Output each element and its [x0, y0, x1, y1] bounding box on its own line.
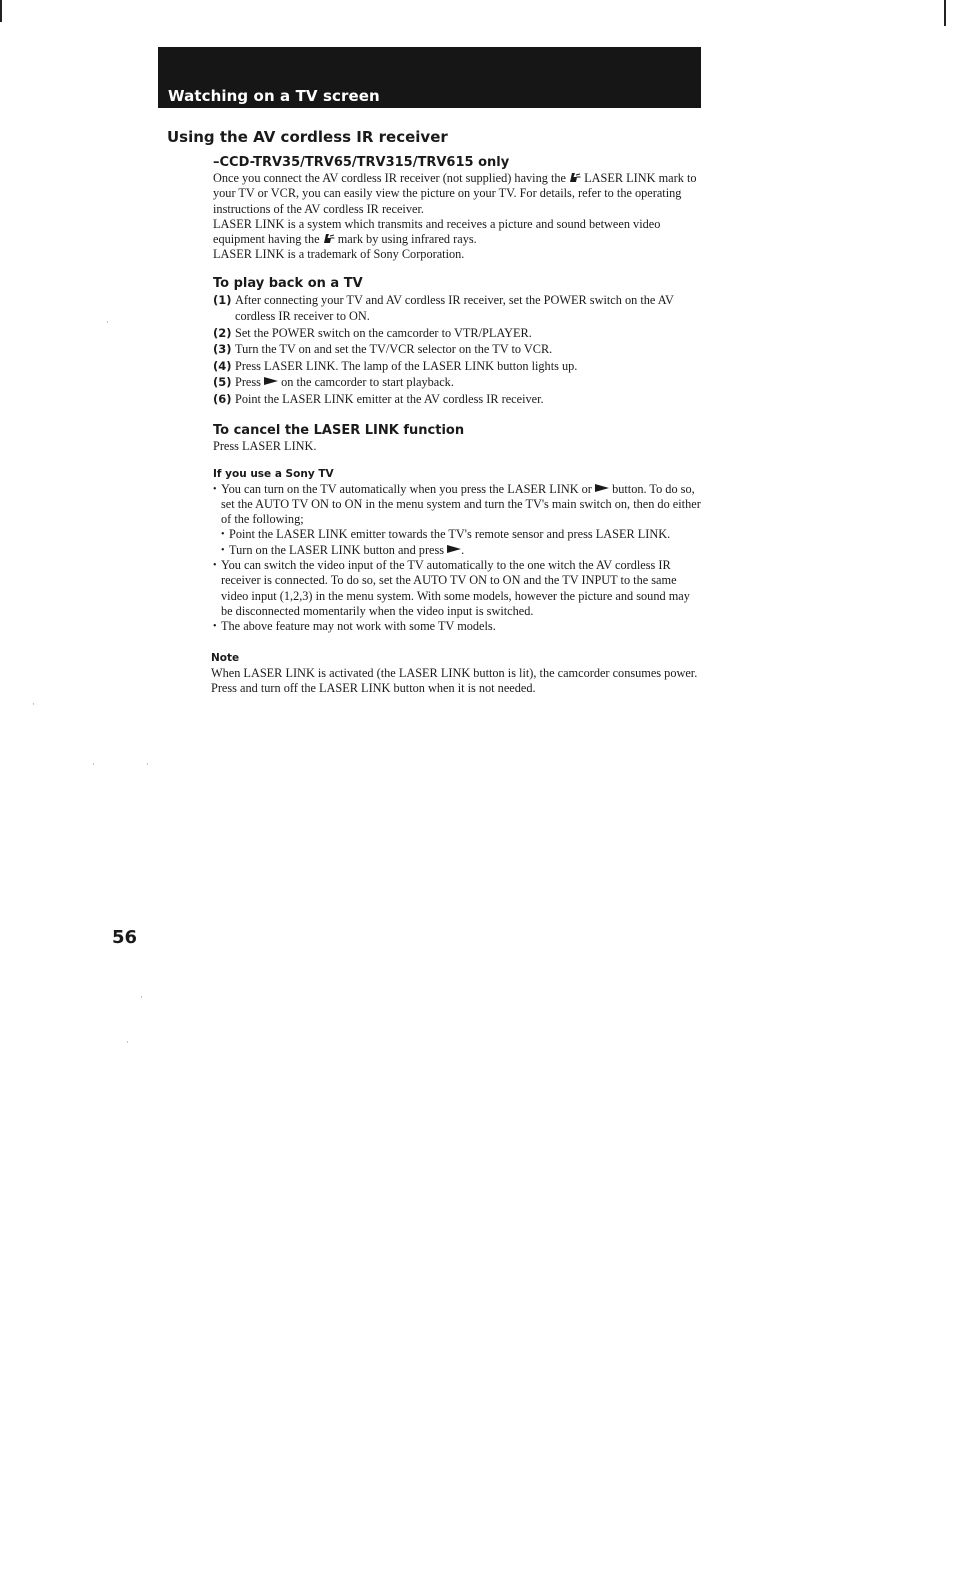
scan-speck: · — [106, 318, 109, 328]
step-item — [213, 391, 703, 408]
scan-speck: · — [92, 760, 95, 770]
step-item — [213, 341, 703, 358]
header-band — [158, 47, 701, 108]
scan-edge-mark-right — [944, 0, 946, 26]
step-text: Set the POWER switch on the camcorder to VTR/PLAYER. — [235, 325, 532, 340]
play-triangle-icon — [595, 484, 609, 492]
note-text: When LASER LINK is activated (the LASER LINK button is lit), the camcorder consumes power. Press and turn off the LASER LINK button when it is not needed. — [211, 665, 698, 695]
main-content — [213, 155, 703, 696]
step-text: Turn the TV on and set the TV/VCR selector on the TV to VCR. — [235, 342, 553, 357]
step-item — [213, 292, 703, 325]
cancel-heading: To cancel the LASER LINK function — [213, 423, 465, 439]
model-heading: –CCD-TRV35/TRV65/TRV315/TRV615 only — [213, 155, 510, 170]
bullet-item: • The above feature may not work with some TV models. — [213, 619, 703, 634]
step-number: (6) — [213, 391, 232, 406]
step-text-before: Press — [235, 375, 261, 390]
bullet-text-before: You can turn on the TV automatically when you press the LASER LINK or — [221, 481, 592, 496]
bullet-item: • You can switch the video input of the TV automatically to the one witch the AV cordless IR receiver is connected. To do so, set the AUTO TV ON to ON and the TV INPUT to the same video input (1,2,3) in the menu system. With some models, however the picture and sound may be disconnected momentarily when the video input is switched. — [213, 558, 703, 619]
scan-speck: · — [126, 1038, 129, 1048]
step-number: (4) — [213, 358, 232, 373]
intro-line2a: LASER LINK is a system which transmits and receives a picture and sound between video equipment having the — [213, 216, 661, 247]
step-text-after: on the camcorder to start playback. — [281, 375, 454, 390]
bullet-text-after: button. To do so, set the AUTO TV ON to ON in the menu system and turn the TV's main switch on, then do either of the following; — [221, 481, 701, 527]
intro-paragraph — [213, 171, 703, 263]
scan-speck: · — [140, 993, 143, 1003]
step-number: (2) — [213, 325, 232, 340]
step-number: (1) — [213, 292, 232, 307]
playback-steps — [213, 292, 703, 408]
step-item — [213, 374, 703, 391]
step-text: Point the LASER LINK emitter at the AV cordless IR receiver. — [235, 391, 544, 406]
play-triangle-icon — [264, 377, 278, 385]
intro-line1b: LASER LINK mark to your TV or VCR, you can easily view the picture on your TV. For details, refer to the operating instructions of the AV cordless IR receiver. — [213, 171, 697, 216]
play-triangle-icon — [447, 545, 461, 553]
sub-bullet-item — [221, 543, 703, 558]
laser-link-mark-icon — [323, 233, 335, 244]
step-text: Press LASER LINK. The lamp of the LASER LINK button lights up. — [235, 358, 578, 373]
step-item — [213, 358, 703, 375]
intro-line2b: mark by using infrared rays. — [337, 232, 477, 247]
intro-line1a: Once you connect the AV cordless IR receiver (not supplied) having the — [213, 171, 566, 185]
step-text: After connecting your TV and AV cordless IR receiver, set the POWER switch on the AV cordless IR receiver to ON. — [235, 292, 674, 324]
playback-heading: To play back on a TV — [213, 275, 363, 291]
step-number: (5) — [213, 375, 232, 390]
sub-bullet-text: Turn on the LASER LINK button and press — [229, 542, 445, 557]
intro-line3: LASER LINK is a trademark of Sony Corporation. — [213, 247, 465, 262]
sub-bullet-item: • Point the LASER LINK emitter towards the TV's remote sensor and press LASER LINK. — [221, 527, 703, 542]
scan-speck: · — [146, 760, 149, 770]
sony-tv-heading: If you use a Sony TV — [213, 467, 334, 480]
laser-link-mark-icon — [569, 172, 581, 183]
cancel-text: Press LASER LINK. — [213, 439, 317, 454]
note-heading: Note — [211, 651, 240, 664]
page-number: 56 — [112, 927, 138, 948]
scan-edge-mark-left — [0, 0, 2, 22]
section-title: Using the AV cordless IR receiver — [167, 128, 448, 146]
scan-speck: · — [32, 700, 35, 710]
step-item — [213, 325, 703, 342]
sub-bullet-end: . — [461, 542, 465, 557]
header-title: Watching on a TV screen — [168, 87, 380, 105]
step-number: (3) — [213, 342, 232, 357]
bullet-item — [213, 482, 703, 528]
